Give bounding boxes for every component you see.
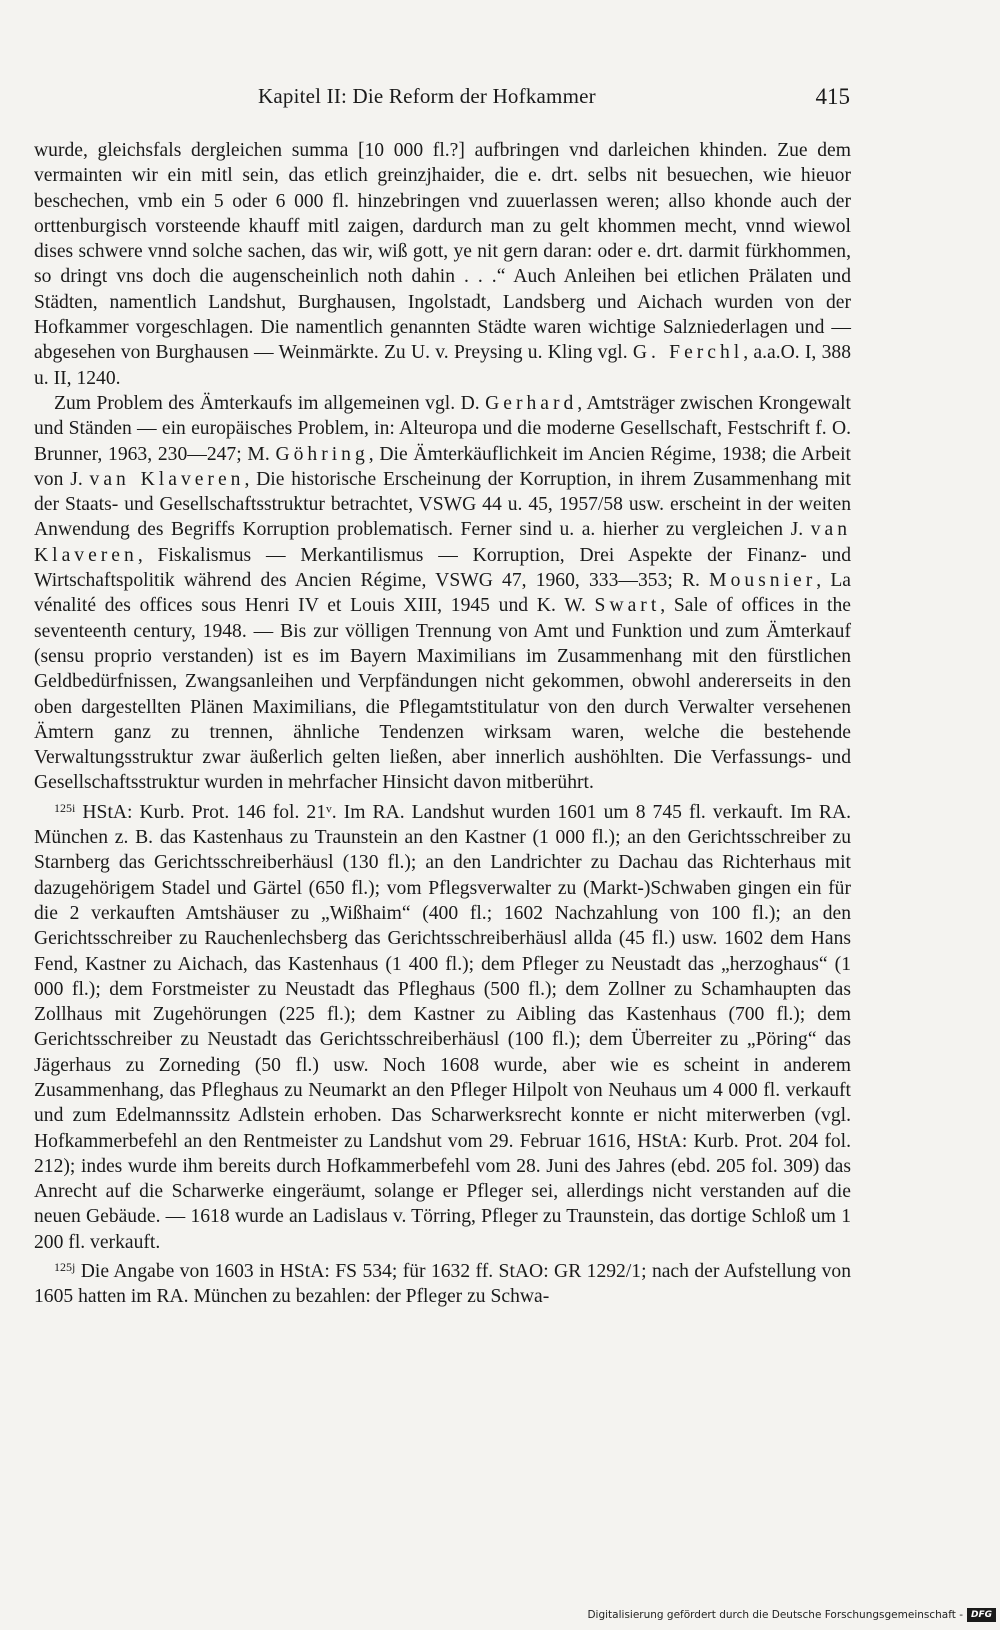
- page-number: 415: [815, 84, 850, 109]
- dfg-logo: DFG: [967, 1608, 996, 1622]
- author-name: Mousnier: [709, 570, 817, 592]
- footnote-body: [34, 138, 851, 1310]
- credit-text: Digitalisierung gefördert durch die Deutsche Forschungsgemeinschaft -: [587, 1609, 963, 1621]
- footnote-continuation: wurde, gleichsfals dergleichen summa [10 000 fl.?] aufbringen vnd darleichen khinden. Zue dem vermainten wir ein mitl sein, das etlich greinzjhaider, die e. drt. selbs nit besuechen, wie hieuor beschechen, vmb ein 5 oder 6 000 fl. hinzebringen vnd zuuerlassen weren; allso khonde auch der orttenburgisch vorsteende khauff mitl zaigen, dardurch man zu gelt khommen mecht, vnnd wiewol dises schwere vnnd solche sachen, das wir, wiß gott, ye nit gern daran: oder e. drt. darmit fürkhommen, so dringt vns doch die augenscheinlich noth dahin . . .“ Auch Anleihen bei etlichen Prälaten und Städten, namentlich Landshut, Burghausen, Ingolstadt, Landsberg und Aichach wurden von der Hofkammer vorgeschlagen. Die namentlich genannten Städte waren wichtige Salzniederlagen und — abgesehen von Burghausen — Weinmärkte. Zu U. v. Preysing u. Kling vgl. G. Ferchl, a.a.O. I, 388 u. II, 1240.: [34, 140, 851, 389]
- page-header: [258, 84, 850, 116]
- footnote-number: 125i: [54, 800, 76, 815]
- footnote-125i: $^{125i}$ HStA: Kurb. Prot. 146 fol. 21ᵛ. Im RA. Landshut wurden 1601 um 8 745 fl. verkauft. Im RA. München z. B. das Kastenhaus zu Traunstein an den Kastner (1 000 fl.); an den Gerichtsschreiber zu Starnberg das Gerichtsschreiberhäusl (130 fl.); an den Landrichter zu Dachau das Richterhaus mit dazugehörigem Stadel und Gärtel (650 fl.); vom Pflegsverwalter zu (Markt-)Schwaben gingen ein für die 2 verkauften Amtshäuser zu „Wißhaim“ (400 fl.; 1602 Nachzahlung von 100 fl.); an den Gerichtsschreiber zu Rauchenlechsberg das Gerichtsschreiberhäusl allda (45 fl.) usw. 1602 dem Hans Fend, Kastner zu Aichach, das Kastenhaus (1 400 fl.); dem Pfleger zu Neustadt das „herzoghaus“ (1 000 fl.); dem Forstmeister zu Neustadt das Pfleghaus (500 fl.); dem Zollner zu Schamhaupten das Zollhaus mit Zugehörungen (225 fl.); dem Kastner zu Aibling das Kastenhaus (700 fl.); dem Gerichtsschreiber zu Neustadt das Gerichtsschreiberhäusl (100 fl.); dem Überreiter zu „Pöring“ das Jägerhaus zu Zorneding (50 fl.) usw. Noch 1608 wurde, aber wie es scheint in anderem Zusammenhang, das Pfleghaus zu Neumarkt an den Pfleger Hilpolt von Neuhaus um 4 000 fl. verkauft und zum Edelmannssitz Adlstein erhoben. Das Scharwerksrecht konnte er nicht miterwerben (vgl. Hofkammerbefehl an den Rentmeister zu Landshut vom 29. Februar 1616, HStA: Kurb. Prot. 204 fol. 212); indes wurde ihm bereits durch Hofkammerbefehl vom 28. Juni des Jahres (ebd. 205 fol. 309) das Anrecht auf die Scharwerke eingeräumt, solange er Pfleger sei, allerdings nicht verstanden auf die neuen Gebäude. — 1618 wurde an Ladislaus v. Törring, Pfleger zu Traunstein, das dortige Schloß um 1 200 fl. verkauft.: [34, 800, 851, 1253]
- running-title: Kapitel II: Die Reform der Hofkammer: [258, 84, 596, 108]
- author-name: Gerhard: [485, 392, 578, 414]
- footnote-number: 125j: [54, 1260, 76, 1275]
- literature-paragraph: Zum Problem des Ämterkaufs im allgemeinen vgl. D. Gerhard, Amtsträger zwischen Krongewalt und Ständen — ein europäisches Problem, in: Alteuropa und die moderne Gesellschaft, Festschrift f. O. Brunner, 1963, 230—247; M. Göhring, Die Ämterkäuflichkeit im Ancien Régime, 1938; die Arbeit von J. van Klaveren, Die historische Erscheinung der Korruption, in ihrem Zusammenhang mit der Staats- und Gesellschaftsstruktur betrachtet, VSWG 44 u. 45, 1957/58 usw. erscheint in der weiten Anwendung des Begriffs Korruption problematisch. Ferner sind u. a. hierher zu vergleichen J. van Klaveren, Fiskalismus — Merkantilismus — Korruption, Drei Aspekte der Finanz- und Wirtschaftspolitik während des Ancien Régime, VSWG 47, 1960, 333—353; R. Mousnier, La vénalité des offices sous Henri IV et Louis XIII, 1945 und K. W. Swart, Sale of offices in the seventeenth century, 1948. — Bis zur völligen Trennung von Amt und Funktion und zum Ämterkauf (sensu proprio verstanden) ist es im Bayern Maximilians im Zusammenhang mit den fürstlichen Geldbedürfnissen, Zwangsanleihen und Verpfändungen nicht gekommen, obwohl andererseits in den oben dargestellten Plänen Maximilians, die Pflegamtstitulatur von den durch Verwalter versehenen Ämtern ganz zu trennen, ähnliche Tendenzen wirksam waren, welche die bestehende Verwaltungsstruktur zwar äußerlich gelten ließen, aber innerlich aushöhlten. Die Verfassungs- und Gesellschaftsstruktur wurden in mehrfacher Hinsicht davon mitberührt.: [34, 392, 852, 794]
- author-name: van Klaveren: [89, 468, 245, 490]
- author-name: van Klaveren: [34, 519, 851, 566]
- author-name: Swart: [594, 595, 661, 617]
- footnote-125j: $^{125j}$ Die Angabe von 1603 in HStA: FS 534; für 1632 ff. StAO: GR 1292/1; nach der Aufstellung von 1605 hatten im RA. München zu bezahlen: der Pfleger zu Schwa-: [34, 1260, 851, 1308]
- author-name: Göhring: [275, 443, 369, 465]
- author-name: G. Ferchl: [632, 342, 744, 364]
- digitization-credit: [540, 1604, 1000, 1626]
